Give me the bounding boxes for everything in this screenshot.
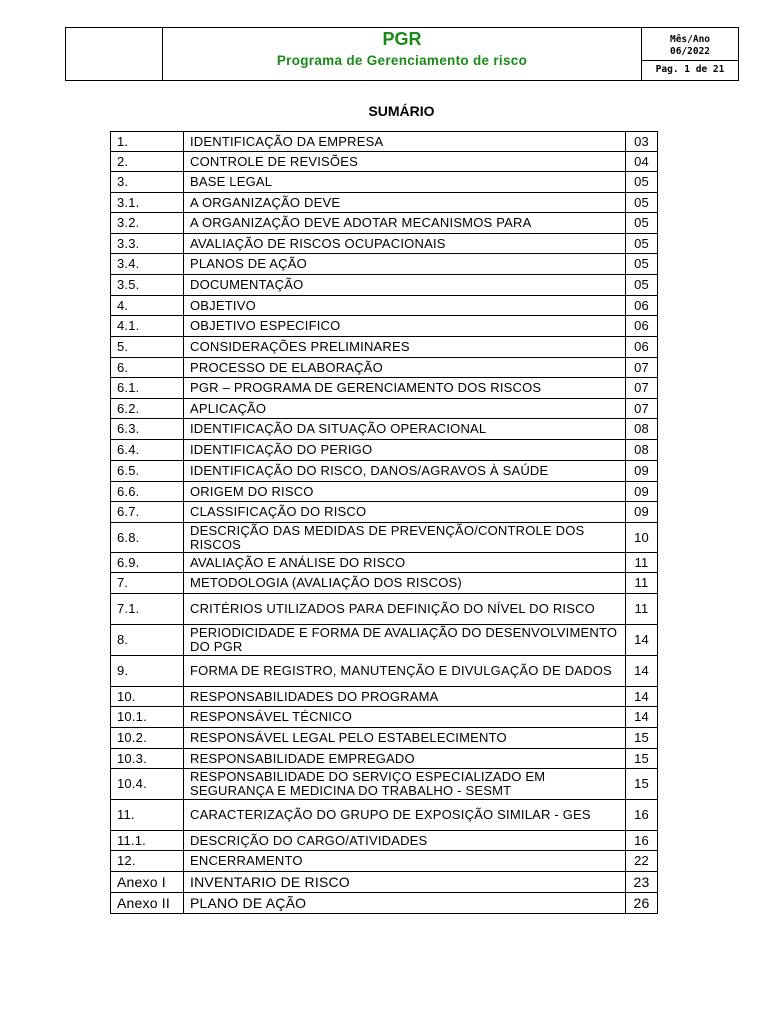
toc-title: CONSIDERAÇÕES PRELIMINARES	[184, 337, 626, 358]
header-meta-cell	[642, 28, 738, 80]
toc-title: IDENTIFICAÇÃO DO PERIGO	[184, 440, 626, 461]
toc-page: 06	[626, 316, 658, 337]
toc-number: 4.	[111, 296, 184, 316]
toc-row	[111, 872, 658, 893]
toc-page: 26	[626, 893, 658, 914]
toc-page: 16	[626, 800, 658, 831]
toc-title: PERIODICIDADE E FORMA DE AVALIAÇÃO DO DESENVOLVIMENTO DO PGR	[184, 625, 626, 656]
toc-title: APLICAÇÃO	[184, 399, 626, 419]
toc-title: ENCERRAMENTO	[184, 851, 626, 872]
toc-title: IDENTIFICAÇÃO DA EMPRESA	[184, 132, 626, 152]
toc-page: 05	[626, 275, 658, 296]
toc-title: A ORGANIZAÇÃO DEVE	[184, 193, 626, 213]
toc-title: IDENTIFICAÇÃO DO RISCO, DANOS/AGRAVOS À SAÚDE	[184, 461, 626, 482]
toc-page: 16	[626, 831, 658, 851]
toc-row	[111, 440, 658, 461]
toc-page: 15	[626, 749, 658, 769]
toc-row	[111, 728, 658, 749]
page-indicator: Pag. 1 de 21	[655, 64, 725, 75]
toc-page: 06	[626, 337, 658, 358]
toc-page: 05	[626, 172, 658, 193]
toc-row	[111, 234, 658, 254]
toc-page: 07	[626, 399, 658, 419]
toc-title: DOCUMENTAÇÃO	[184, 275, 626, 296]
document-header	[65, 27, 739, 81]
toc-number: 6.2.	[111, 399, 184, 419]
header-subtitle: Programa de Gerenciamento de risco	[276, 53, 528, 68]
toc-title: DESCRIÇÃO DAS MEDIDAS DE PREVENÇÃO/CONTROLE DOS RISCOS	[184, 523, 626, 553]
toc-title: RESPONSABILIDADE DO SERVIÇO ESPECIALIZADO EM SEGURANÇA E MEDICINA DO TRABALHO - SESMT	[184, 769, 626, 800]
toc-number: 11.	[111, 800, 184, 831]
toc-title: A ORGANIZAÇÃO DEVE ADOTAR MECANISMOS PARA	[184, 213, 626, 234]
toc-number: 6.	[111, 358, 184, 378]
toc-number: 3.2.	[111, 213, 184, 234]
toc-number: 6.8.	[111, 523, 184, 553]
toc-page: 04	[626, 152, 658, 172]
toc-row	[111, 893, 658, 914]
toc-row	[111, 594, 658, 625]
toc-row	[111, 482, 658, 502]
toc-page: 14	[626, 625, 658, 656]
toc-page: 06	[626, 296, 658, 316]
toc-row	[111, 523, 658, 553]
toc-number: 7.1.	[111, 594, 184, 625]
toc-page: 05	[626, 193, 658, 213]
toc-title: CRITÉRIOS UTILIZADOS PARA DEFINIÇÃO DO NÍVEL DO RISCO	[184, 594, 626, 625]
toc-title: IDENTIFICAÇÃO DA SITUAÇÃO OPERACIONAL	[184, 419, 626, 440]
toc-page: 05	[626, 254, 658, 275]
toc-row	[111, 132, 658, 152]
toc-number: 6.4.	[111, 440, 184, 461]
summary-title: SUMÁRIO	[368, 103, 435, 119]
toc-number: 4.1.	[111, 316, 184, 337]
toc-row	[111, 800, 658, 831]
toc-row	[111, 707, 658, 728]
toc-title: PROCESSO DE ELABORAÇÃO	[184, 358, 626, 378]
toc-page: 07	[626, 378, 658, 399]
toc-row	[111, 296, 658, 316]
toc-page: 11	[626, 594, 658, 625]
toc-title: BASE LEGAL	[184, 172, 626, 193]
toc-row	[111, 502, 658, 523]
toc-title: OBJETIVO	[184, 296, 626, 316]
toc-number: 10.2.	[111, 728, 184, 749]
toc-number: 12.	[111, 851, 184, 872]
toc-row	[111, 419, 658, 440]
toc-page: 14	[626, 687, 658, 707]
toc-row	[111, 831, 658, 851]
toc-number: 10.	[111, 687, 184, 707]
toc-title: OBJETIVO ESPECIFICO	[184, 316, 626, 337]
toc-row	[111, 213, 658, 234]
toc-row	[111, 378, 658, 399]
toc-page: 08	[626, 440, 658, 461]
toc-title: AVALIAÇÃO E ANÁLISE DO RISCO	[184, 553, 626, 573]
toc-row	[111, 358, 658, 378]
toc-number: 3.3.	[111, 234, 184, 254]
toc-body	[111, 132, 658, 914]
toc-page: 09	[626, 461, 658, 482]
toc-page: 23	[626, 872, 658, 893]
toc-page: 11	[626, 573, 658, 594]
toc-title: METODOLOGIA (AVALIAÇÃO DOS RISCOS)	[184, 573, 626, 594]
toc-row	[111, 625, 658, 656]
toc-row	[111, 316, 658, 337]
toc-title: RESPONSABILIDADE EMPREGADO	[184, 749, 626, 769]
toc-row	[111, 152, 658, 172]
toc-page: 14	[626, 656, 658, 687]
toc-page: 22	[626, 851, 658, 872]
toc-page: 03	[626, 132, 658, 152]
toc-number: 7.	[111, 573, 184, 594]
toc-title: CLASSIFICAÇÃO DO RISCO	[184, 502, 626, 523]
toc-title: RESPONSÁVEL TÉCNICO	[184, 707, 626, 728]
toc-page: 05	[626, 234, 658, 254]
toc-page: 05	[626, 213, 658, 234]
toc-number: 6.6.	[111, 482, 184, 502]
toc-page: 15	[626, 769, 658, 800]
toc-title: PLANOS DE AÇÃO	[184, 254, 626, 275]
toc-number: 2.	[111, 152, 184, 172]
logo-cell	[66, 28, 163, 80]
toc-page: 08	[626, 419, 658, 440]
header-title: PGR	[382, 29, 422, 49]
toc-table	[110, 131, 658, 914]
toc-page: 09	[626, 502, 658, 523]
toc-number: 6.9.	[111, 553, 184, 573]
toc-number: 6.5.	[111, 461, 184, 482]
toc-number: 8.	[111, 625, 184, 656]
toc-row	[111, 172, 658, 193]
toc-row	[111, 749, 658, 769]
toc-title: AVALIAÇÃO DE RISCOS OCUPACIONAIS	[184, 234, 626, 254]
toc-row	[111, 573, 658, 594]
toc-number: 3.4.	[111, 254, 184, 275]
toc-row	[111, 275, 658, 296]
toc-number: 6.7.	[111, 502, 184, 523]
header-title-cell	[163, 28, 642, 80]
toc-number: Anexo I	[111, 872, 184, 893]
toc-row	[111, 193, 658, 213]
toc-page: 14	[626, 707, 658, 728]
toc-page: 10	[626, 523, 658, 553]
toc-title: FORMA DE REGISTRO, MANUTENÇÃO E DIVULGAÇÃO DE DADOS	[184, 656, 626, 687]
toc-number: 1.	[111, 132, 184, 152]
toc-number: 5.	[111, 337, 184, 358]
toc-number: 9.	[111, 656, 184, 687]
toc-number: 3.	[111, 172, 184, 193]
toc-number: 11.1.	[111, 831, 184, 851]
toc-row	[111, 254, 658, 275]
month-year-value: 06/2022	[669, 46, 711, 57]
toc-row	[111, 553, 658, 573]
toc-row	[111, 656, 658, 687]
toc-page: 11	[626, 553, 658, 573]
toc-title: RESPONSABILIDADES DO PROGRAMA	[184, 687, 626, 707]
toc-title: CARACTERIZAÇÃO DO GRUPO DE EXPOSIÇÃO SIMILAR - GES	[184, 800, 626, 831]
toc-title: CONTROLE DE REVISÕES	[184, 152, 626, 172]
toc-title: DESCRIÇÃO DO CARGO/ATIVIDADES	[184, 831, 626, 851]
toc-row	[111, 337, 658, 358]
toc-number: 6.1.	[111, 378, 184, 399]
toc-row	[111, 851, 658, 872]
toc-number: Anexo II	[111, 893, 184, 914]
toc-row	[111, 461, 658, 482]
toc-row	[111, 769, 658, 800]
toc-page: 07	[626, 358, 658, 378]
toc-number: 6.3.	[111, 419, 184, 440]
toc-title: ORIGEM DO RISCO	[184, 482, 626, 502]
month-year	[642, 28, 738, 61]
toc-title: RESPONSÁVEL LEGAL PELO ESTABELECIMENTO	[184, 728, 626, 749]
toc-number: 3.1.	[111, 193, 184, 213]
toc-page: 09	[626, 482, 658, 502]
toc-number: 10.1.	[111, 707, 184, 728]
toc-page: 15	[626, 728, 658, 749]
toc-title: PGR – PROGRAMA DE GERENCIAMENTO DOS RISCOS	[184, 378, 626, 399]
month-year-label: Mês/Ano	[669, 34, 711, 45]
toc-number: 10.3.	[111, 749, 184, 769]
toc-title: INVENTARIO DE RISCO	[184, 872, 626, 893]
toc-row	[111, 399, 658, 419]
toc-row	[111, 687, 658, 707]
toc-number: 10.4.	[111, 769, 184, 800]
toc-title: PLANO DE AÇÃO	[184, 893, 626, 914]
toc-number: 3.5.	[111, 275, 184, 296]
